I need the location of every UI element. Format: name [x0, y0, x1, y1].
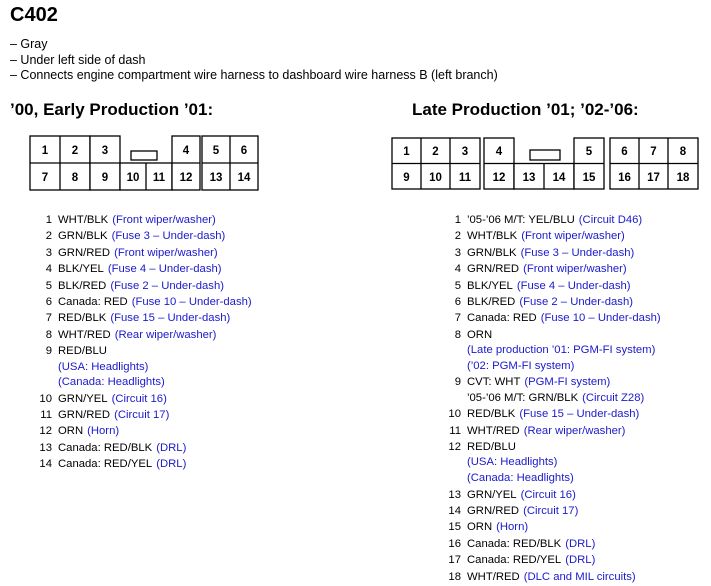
- pin-circuit-description: (DRL): [156, 458, 187, 471]
- right-pin-row-8-detail: [420, 359, 661, 375]
- pin-wire: BLK/RED: [58, 279, 107, 292]
- right-pin-row-12-detail: [420, 455, 661, 471]
- left-connector-pin-4: 4: [182, 145, 190, 157]
- right-connector-pin-12: 12: [492, 172, 506, 184]
- right-pin-row-6: [420, 294, 661, 310]
- pin-circuit-description: (Circuit Z28): [582, 391, 645, 404]
- right-pin-row-10: [420, 406, 661, 422]
- pin-circuit-description: (Fuse 3 – Under-dash): [111, 230, 226, 243]
- left-connector-pin-11: 11: [152, 172, 166, 184]
- right-connector-pin-2: 2: [432, 146, 439, 158]
- right-connector-pin-8: 8: [679, 146, 687, 158]
- pin-wire: BLK/YEL: [467, 279, 513, 292]
- left-connector-pin-14: 14: [237, 172, 251, 184]
- right-pin-row-9-alt: [420, 391, 661, 407]
- pin-number: 10: [448, 408, 461, 421]
- pin-number: 15: [448, 521, 461, 534]
- pin-circuit-description: (DRL): [156, 441, 187, 454]
- pin-number: 2: [45, 230, 52, 243]
- left-pin-row-14: [20, 456, 252, 472]
- right-connector-diagram: [392, 138, 702, 190]
- pin-number: 10: [39, 392, 52, 405]
- right-pin-row-12: [420, 439, 661, 455]
- pin-wire: Canada: RED/YEL: [58, 458, 153, 471]
- pin-circuit-description: (Circuit 17): [523, 505, 579, 518]
- left-connector-pin-7: 7: [41, 172, 49, 184]
- pin-circuit-description: (Front wiper/washer): [112, 214, 216, 226]
- pin-number: 4: [45, 263, 52, 276]
- connector-title: C402: [10, 4, 58, 26]
- pin-number: 9: [45, 345, 52, 358]
- right-pin-row-16: [420, 536, 661, 552]
- pin-wire: GRN/YEL: [467, 488, 517, 501]
- pin-circuit-description: (Canada: Headlights): [467, 472, 574, 485]
- left-pin-row-11: [20, 407, 252, 423]
- pin-number: 6: [454, 295, 461, 308]
- pin-wire: GRN/YEL: [58, 392, 108, 405]
- pin-wire: GRN/RED: [58, 409, 111, 422]
- right-connector-pin-13: 13: [522, 172, 536, 184]
- pin-circuit-description: (Horn): [87, 425, 120, 438]
- right-connector-pin-3: 3: [461, 146, 469, 158]
- pin-number: 17: [448, 554, 461, 567]
- pin-number: 14: [448, 505, 461, 518]
- pin-wire: GRN/RED: [58, 246, 111, 259]
- right-pin-list: [420, 212, 661, 585]
- right-section-heading: Late Production ’01; ’02-’06:: [412, 100, 639, 119]
- left-pin-row-1: [20, 212, 252, 228]
- right-pin-row-14: [420, 503, 661, 519]
- pin-wire: GRN/RED: [467, 263, 520, 276]
- pin-wire: GRN/RED: [467, 505, 520, 518]
- pin-number: 12: [39, 425, 52, 438]
- right-pin-row-7: [420, 310, 661, 326]
- pin-circuit-description: (Circuit D46): [578, 214, 643, 226]
- pin-number: 3: [454, 246, 461, 259]
- pin-circuit-description: (Front wiper/washer): [114, 246, 218, 259]
- left-connector-pin-1: 1: [41, 145, 49, 157]
- pin-wire: BLK/YEL: [58, 263, 104, 276]
- left-pin-row-9-detail: [20, 360, 252, 376]
- pin-number: 9: [454, 376, 461, 389]
- pin-wire: Canada: RED/BLK: [467, 537, 562, 550]
- right-pin-row-17: [420, 552, 661, 568]
- pin-circuit-description: (Fuse 4 – Under-dash): [107, 263, 222, 276]
- pin-number: 13: [448, 488, 461, 501]
- right-pin-row-15: [420, 519, 661, 535]
- pin-wire: WHT/RED: [467, 424, 520, 437]
- pin-number: 4: [454, 263, 461, 276]
- right-pin-row-1: [420, 212, 661, 228]
- pin-wire: RED/BLK: [58, 312, 107, 325]
- right-pin-row-4: [420, 261, 661, 277]
- right-connector-latch: [530, 150, 560, 160]
- pin-number: 18: [448, 570, 461, 583]
- pin-number: 14: [39, 458, 52, 471]
- pin-wire: WHT/RED: [467, 570, 520, 583]
- right-pin-row-13: [420, 487, 661, 503]
- pin-number: 16: [448, 537, 461, 550]
- right-connector-pin-11: 11: [458, 172, 472, 184]
- right-connector-pin-16: 16: [618, 172, 631, 184]
- left-connector-pin-12: 12: [179, 172, 193, 184]
- pin-number: 2: [454, 230, 461, 243]
- left-connector-diagram: [30, 136, 260, 192]
- pin-circuit-description: (Circuit 16): [111, 392, 167, 405]
- pin-circuit-description: (Circuit 17): [114, 409, 170, 422]
- pin-number: 1: [454, 214, 461, 226]
- right-connector-pin-5: 5: [585, 146, 593, 158]
- pin-circuit-description: (DRL): [565, 537, 596, 550]
- pin-wire: ORN: [467, 328, 493, 341]
- pin-circuit-description: (Horn): [496, 521, 529, 534]
- left-pin-list: [20, 212, 252, 473]
- pin-wire: RED/BLU: [467, 441, 516, 454]
- right-pin-row-9: [420, 374, 661, 390]
- pin-circuit-description: (Fuse 15 – Under-dash): [110, 312, 231, 325]
- left-pin-row-7: [20, 310, 252, 326]
- pin-circuit-description: (PGM-FI system): [524, 376, 611, 389]
- pin-wire: ORN: [467, 521, 493, 534]
- pin-circuit-description: (USA: Headlights): [467, 456, 558, 469]
- pin-circuit-description: (Fuse 10 – Under-dash): [540, 312, 661, 325]
- right-pin-row-18: [420, 569, 661, 585]
- left-pin-row-9: [20, 343, 252, 359]
- pin-number: 7: [45, 312, 52, 325]
- pin-number: 8: [45, 328, 52, 341]
- right-pin-row-12-detail: [420, 471, 661, 487]
- right-pin-row-8-detail: [420, 343, 661, 359]
- pin-wire: CVT: WHT: [467, 376, 521, 389]
- pin-circuit-description: (Fuse 3 – Under-dash): [520, 246, 635, 259]
- pin-number: 5: [454, 279, 461, 292]
- left-connector-pin-5: 5: [212, 145, 220, 157]
- left-connector-pin-2: 2: [71, 145, 79, 157]
- right-connector-pin-6: 6: [621, 146, 628, 158]
- pin-circuit-description: (Canada: Headlights): [58, 376, 165, 389]
- right-connector-pin-4: 4: [495, 146, 503, 158]
- left-connector-pin-3: 3: [101, 145, 109, 157]
- pin-circuit-description: (Fuse 4 – Under-dash): [516, 279, 631, 292]
- left-connector-pin-8: 8: [71, 172, 79, 184]
- pin-wire: RED/BLU: [58, 345, 107, 358]
- right-pin-row-5: [420, 278, 661, 294]
- left-pin-row-6: [20, 294, 252, 310]
- note-color: – Gray: [10, 37, 48, 51]
- left-pin-row-10: [20, 391, 252, 407]
- pin-circuit-description: (Front wiper/washer): [523, 263, 627, 276]
- right-pin-row-11: [420, 423, 661, 439]
- left-connector-pin-9: 9: [101, 172, 109, 184]
- pin-wire: WHT/RED: [58, 328, 111, 341]
- left-pin-row-13: [20, 440, 252, 456]
- pin-circuit-description: (’02: PGM-FI system): [467, 359, 575, 372]
- right-connector-pin-7: 7: [650, 146, 657, 158]
- pin-number: 5: [45, 279, 52, 292]
- left-pin-row-4: [20, 261, 252, 277]
- right-connector-pin-1: 1: [403, 146, 410, 158]
- pin-circuit-description: (Circuit 16): [520, 488, 576, 501]
- pin-number: 12: [448, 441, 461, 454]
- pin-wire: Canada: RED/BLK: [58, 441, 153, 454]
- pin-circuit-description: (DRL): [565, 554, 596, 567]
- pin-wire: WHT/BLK: [467, 230, 518, 243]
- pin-wire: RED/BLK: [467, 408, 516, 421]
- right-pin-row-3: [420, 245, 661, 261]
- right-connector-pin-17: 17: [647, 172, 660, 184]
- pin-wire: ORN: [58, 425, 84, 438]
- pin-circuit-description: (Front wiper/washer): [521, 230, 625, 243]
- connector-notes: [10, 37, 498, 84]
- pin-number: 11: [40, 409, 52, 422]
- right-connector-pin-15: 15: [582, 172, 596, 184]
- note-connects: – Connects engine compartment wire harness to dashboard wire harness B (left branch): [10, 68, 498, 82]
- pin-number: 7: [454, 312, 461, 325]
- left-pin-row-3: [20, 245, 252, 261]
- pin-number: 8: [454, 328, 461, 341]
- left-connector-pin-6: 6: [240, 145, 248, 157]
- pin-number: 11: [449, 424, 461, 437]
- left-pin-row-5: [20, 278, 252, 294]
- right-connector-pin-10: 10: [429, 172, 442, 184]
- pin-wire: Canada: RED: [467, 312, 537, 325]
- pin-wire: Canada: RED: [58, 295, 128, 308]
- left-connector-pin-13: 13: [209, 172, 223, 184]
- left-connector-pin-10: 10: [126, 172, 140, 184]
- left-connector-latch: [131, 151, 157, 160]
- pin-number: 13: [39, 441, 52, 454]
- right-pin-row-2: [420, 228, 661, 244]
- pin-wire: WHT/BLK: [58, 214, 109, 226]
- pin-number: 3: [45, 246, 52, 259]
- right-connector-pin-9: 9: [403, 172, 410, 184]
- right-pin-row-8: [420, 327, 661, 343]
- right-connector-pin-14: 14: [552, 172, 566, 184]
- pin-circuit-description: (Fuse 2 – Under-dash): [110, 279, 224, 292]
- left-section-heading: ’00, Early Production ’01:: [10, 100, 214, 119]
- pin-circuit-description: (Fuse 10 – Under-dash): [131, 295, 252, 308]
- pin-wire: GRN/BLK: [58, 230, 108, 243]
- pin-circuit-description: (USA: Headlights): [58, 360, 149, 373]
- pin-wire: ’05-’06 M/T: YEL/BLU: [467, 214, 575, 226]
- left-pin-row-8: [20, 327, 252, 343]
- pin-wire: Canada: RED/YEL: [467, 554, 562, 567]
- pin-wire: BLK/RED: [467, 295, 516, 308]
- pin-wire: GRN/BLK: [467, 246, 517, 259]
- pin-wire: ’05-’06 M/T: GRN/BLK: [467, 391, 579, 404]
- pin-circuit-description: (DLC and MIL circuits): [523, 570, 636, 583]
- pin-circuit-description: (Rear wiper/washer): [523, 424, 626, 437]
- note-location: – Under left side of dash: [10, 52, 146, 67]
- pin-number: 1: [45, 214, 52, 226]
- pin-circuit-description: (Fuse 15 – Under-dash): [519, 408, 640, 421]
- pin-circuit-description: (Late production ’01: PGM-FI system): [467, 344, 656, 357]
- left-pin-row-2: [20, 228, 252, 244]
- pin-number: 6: [45, 295, 52, 308]
- left-pin-row-12: [20, 423, 252, 439]
- pin-circuit-description: (Fuse 2 – Under-dash): [519, 295, 633, 308]
- pin-circuit-description: (Rear wiper/washer): [114, 328, 217, 341]
- right-connector-pin-18: 18: [676, 172, 690, 184]
- left-pin-row-9-detail: [20, 375, 252, 391]
